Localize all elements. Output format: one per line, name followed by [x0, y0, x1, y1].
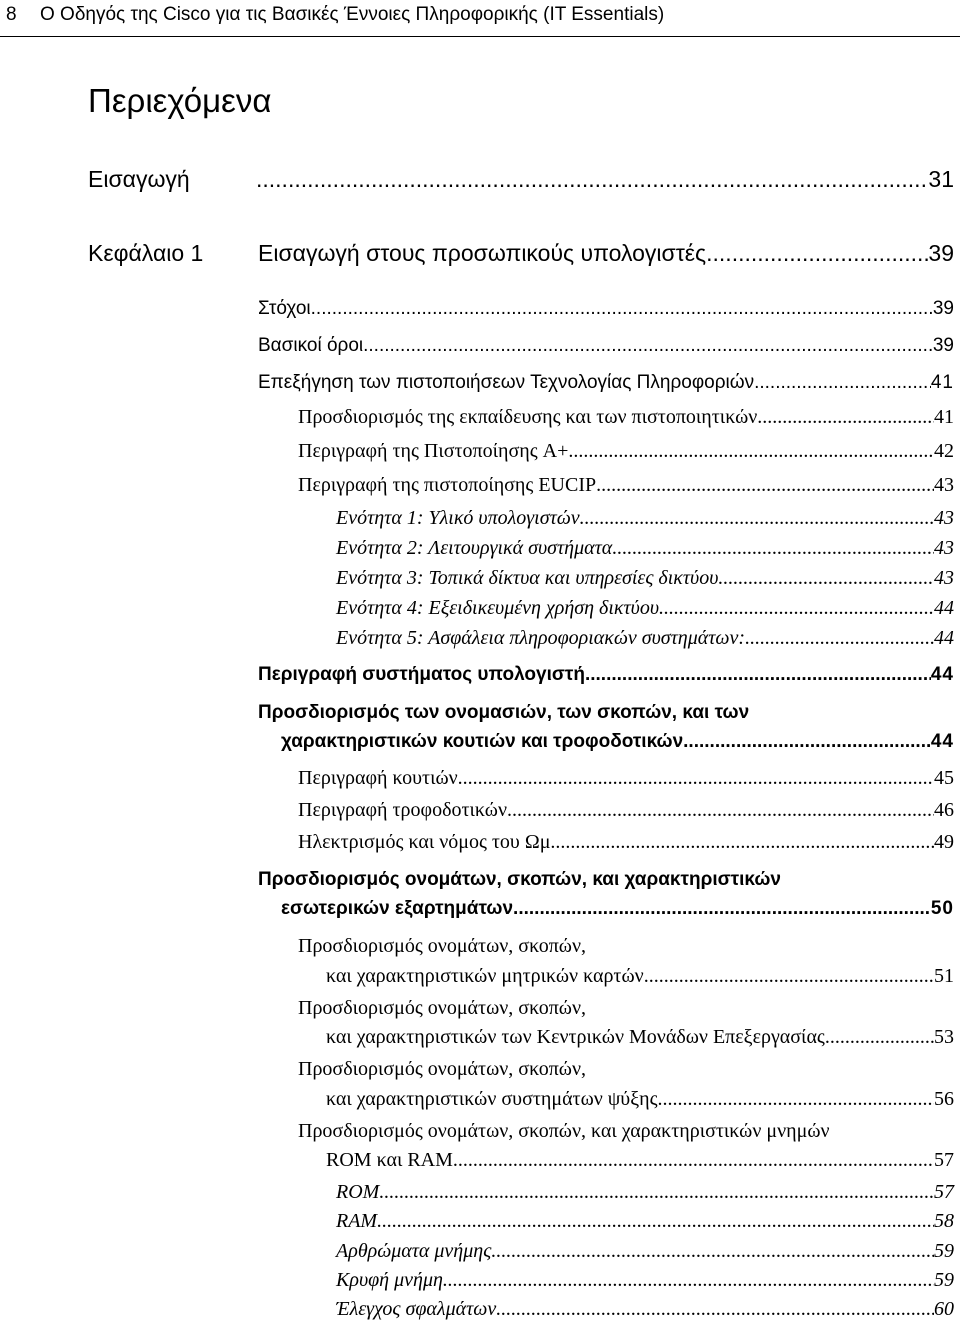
toc-entry[interactable]: [336, 1298, 954, 1321]
toc-entry[interactable]: [326, 1088, 954, 1111]
toc-entry[interactable]: [326, 1149, 954, 1172]
toc-entry[interactable]: [298, 799, 954, 822]
toc-entry[interactable]: [336, 1240, 954, 1263]
page-header: [0, 0, 960, 30]
toc-page-number: 49: [934, 831, 954, 853]
toc-entry-label: εσωτερικών εξαρτημάτων: [281, 898, 514, 919]
toc-page-number: 39: [932, 298, 954, 319]
toc-leader-dots: [596, 474, 934, 497]
toc-entry-first-line: Προσδιορισμός των ονομασιών, των σκοπών, και των: [258, 702, 750, 723]
toc-leader-dots: [745, 627, 934, 650]
toc-entry-label: Ενότητα 4: Εξειδικευμένη χρήση δικτύου: [336, 597, 660, 619]
toc-entry-label: Ενότητα 5: Ασφάλεια πληροφοριακών συστημάτων:: [336, 627, 746, 649]
toc-leader-dots: [377, 1210, 934, 1233]
toc-leader-dots: [311, 298, 933, 320]
toc-entry-label: Ηλεκτρισμός και νόμος του Ωμ: [298, 831, 551, 853]
toc-entry[interactable]: [298, 767, 954, 790]
toc-entry-label: Περιγραφή συστήματος υπολογιστή: [258, 664, 585, 685]
toc-page-number: 57: [934, 1149, 954, 1171]
toc-entry-first-line: Προσδιορισμός ονομάτων, σκοπών,: [298, 1058, 587, 1080]
toc-page-number: 53: [934, 1026, 954, 1048]
toc-entry-chapter-1[interactable]: [88, 240, 954, 267]
toc-leader-dots: [496, 1298, 934, 1321]
toc-leader-dots: [443, 1269, 934, 1292]
toc-entry-label: Περιγραφή της πιστοποίησης EUCIP: [298, 474, 597, 496]
toc-page-number: 44: [930, 664, 954, 685]
toc-entry-label: Προσδιορισμός της εκπαίδευσης και των πιστοποιητικών: [298, 406, 758, 428]
toc-leader-dots: [491, 1240, 934, 1263]
toc-entry-label: Επεξήγηση των πιστοποιήσεων Τεχνολογίας Πληροφοριών: [258, 372, 755, 393]
toc-leader-dots: [256, 166, 928, 193]
toc-leader-dots: [580, 507, 934, 530]
toc-leader-dots: [718, 567, 934, 590]
toc-entry[interactable]: [336, 597, 954, 620]
toc-entry[interactable]: [298, 440, 954, 463]
toc-page-number: 31: [928, 166, 954, 192]
toc-entry[interactable]: [336, 1181, 954, 1204]
toc-leader-dots: [507, 799, 934, 822]
toc-leader-dots: [568, 440, 934, 463]
toc-leader-dots: [683, 731, 931, 753]
toc-entry[interactable]: [258, 335, 954, 357]
toc-page-number: 43: [934, 537, 954, 559]
toc-leader-dots: [612, 537, 934, 560]
toc-entry[interactable]: [336, 1269, 954, 1292]
toc-leader-dots: [379, 1181, 934, 1204]
toc-entry-label: RAM: [336, 1210, 378, 1232]
toc-leader-dots: [644, 965, 934, 988]
toc-entry[interactable]: [326, 1026, 954, 1049]
toc-entry-label: και χαρακτηριστικών των Κεντρικών Μονάδων Επεξεργασίας: [326, 1026, 825, 1048]
toc-entry-label: Έλεγχος σφαλμάτων: [336, 1298, 497, 1320]
toc-page-number: 42: [934, 440, 954, 462]
toc-entry-first-line: Προσδιορισμός ονομάτων, σκοπών, και χαρακτηριστικών μνημών: [298, 1120, 830, 1142]
toc-entry-label: Αρθρώματα μνήμης: [336, 1240, 492, 1262]
toc-leader-dots: [550, 831, 934, 854]
toc-page-number: 43: [934, 567, 954, 589]
toc-entry[interactable]: [258, 298, 954, 320]
toc-leader-dots: [706, 240, 928, 267]
toc-entry-label: Ενότητα 1: Υλικό υπολογιστών: [336, 507, 580, 529]
toc-entry[interactable]: [298, 406, 954, 429]
toc-page-number: 56: [934, 1088, 954, 1110]
toc-leader-dots: [363, 335, 933, 357]
toc-page-number: 59: [934, 1269, 954, 1291]
toc-entry[interactable]: [281, 898, 954, 920]
toc-page-number: 59: [934, 1240, 954, 1262]
toc-entry[interactable]: [258, 664, 954, 686]
toc-leader-dots: [658, 1088, 934, 1111]
toc-page-number: 46: [934, 799, 954, 821]
toc-entry-label: χαρακτηριστικών κουτιών και τροφοδοτικών: [281, 731, 684, 752]
toc-leader-dots: [458, 767, 934, 790]
toc-entry-label: Κρυφή μνήμη: [336, 1269, 443, 1291]
toc-page-number: 39: [932, 335, 954, 356]
toc-page-number: 43: [934, 474, 954, 496]
toc-page-number: 44: [934, 597, 954, 619]
toc-entry[interactable]: [336, 1210, 954, 1233]
toc-page-number: 57: [934, 1181, 954, 1203]
toc-entry[interactable]: [336, 537, 954, 560]
toc-page-number: 41: [930, 372, 954, 393]
toc-entry-label: Περιγραφή κουτιών: [298, 767, 458, 789]
toc-entry-label: Ενότητα 2: Λειτουργικά συστήματα: [336, 537, 613, 559]
toc-entry-intro[interactable]: [88, 166, 954, 193]
chapter-number: Κεφάλαιο 1: [88, 240, 204, 266]
toc-leader-dots: [825, 1026, 934, 1049]
toc-page-number: 51: [934, 965, 954, 987]
toc-entry[interactable]: [298, 831, 954, 854]
toc-entry-label: και χαρακτηριστικών μητρικών καρτών: [326, 965, 644, 987]
page-number: 8: [6, 4, 17, 25]
toc-entry[interactable]: [258, 372, 954, 394]
toc-entry-first-line: Προσδιορισμός ονομάτων, σκοπών,: [298, 935, 587, 957]
toc-title: Περιεχόμενα: [88, 82, 272, 119]
toc-entry-label: Εισαγωγή: [88, 166, 190, 192]
toc-leader-dots: [585, 664, 931, 686]
toc-leader-dots: [453, 1149, 934, 1172]
running-title: Ο Οδηγός της Cisco για τις Βασικές Έννοιες Πληροφορικής (IT Essentials): [40, 4, 665, 25]
toc-page-number: 58: [934, 1210, 954, 1232]
toc-entry[interactable]: [281, 731, 954, 753]
toc-entry-label: Στόχοι: [258, 298, 311, 319]
toc-entry[interactable]: [336, 507, 954, 530]
toc-page-number: 45: [934, 767, 954, 789]
toc-entry-first-line: Προσδιορισμός ονομάτων, σκοπών, και χαρακτηριστικών: [258, 869, 781, 890]
toc-entry-label: Ενότητα 3: Τοπικά δίκτυα και υπηρεσίες δικτύου: [336, 567, 719, 589]
toc-page-number: 41: [934, 406, 954, 428]
toc-entry[interactable]: [336, 627, 954, 650]
toc-page-number: 43: [934, 507, 954, 529]
toc-entry-label: ROM: [336, 1181, 380, 1203]
toc-entry-label: ROM και RAM: [326, 1149, 453, 1171]
toc-leader-dots: [513, 898, 931, 920]
toc-entry[interactable]: [326, 965, 954, 988]
toc-leader-dots: [659, 597, 934, 620]
toc-entry-label: Περιγραφή τροφοδοτικών: [298, 799, 508, 821]
toc-page-number: 39: [928, 240, 954, 266]
toc-entry-first-line: Προσδιορισμός ονομάτων, σκοπών,: [298, 997, 587, 1019]
toc-page-number: 50: [930, 898, 954, 919]
toc-entry-label: και χαρακτηριστικών συστημάτων ψύξης: [326, 1088, 658, 1110]
toc-leader-dots: [757, 406, 934, 429]
toc-leader-dots: [754, 372, 931, 394]
toc-entry-label: Περιγραφή της Πιστοποίησης A+: [298, 440, 569, 462]
toc-page-number: 44: [934, 627, 954, 649]
toc-page-number: 44: [930, 731, 954, 752]
toc-entry[interactable]: [336, 567, 954, 590]
toc-entry-label: Βασικοί όροι: [258, 335, 364, 356]
chapter-title: Εισαγωγή στους προσωπικούς υπολογιστές: [258, 240, 707, 266]
toc-page-number: 60: [934, 1298, 954, 1320]
header-rule: [0, 36, 960, 37]
toc-entry[interactable]: [298, 474, 954, 497]
